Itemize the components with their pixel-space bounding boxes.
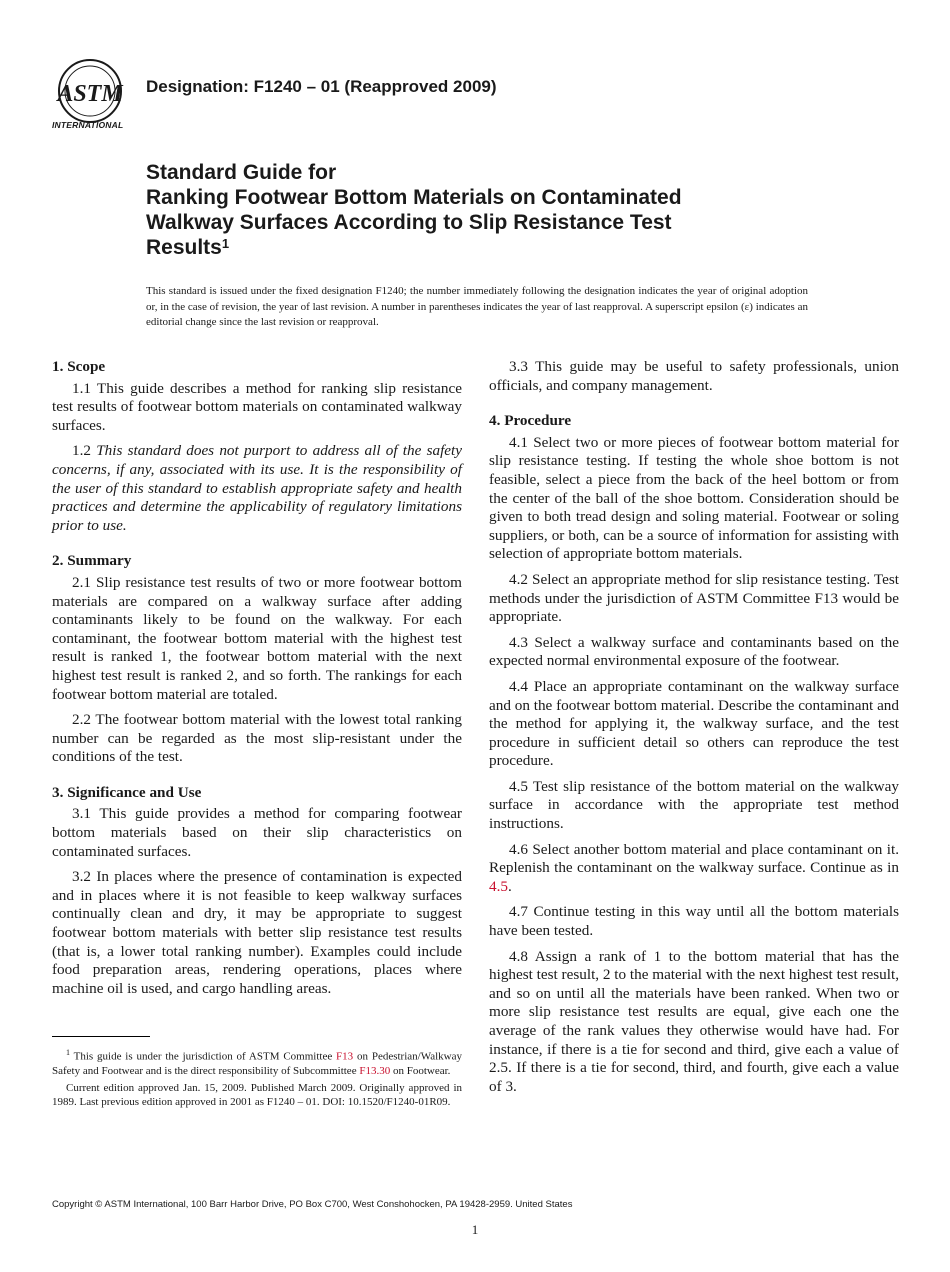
footnote-1: $^1$ This guide is under the jurisdiction of ASTM Committee F13 on Pedestrian/Walkway Safety and Footwear and is the direct responsibility of Subcommittee F13.30 on Footwear. <box>52 1048 462 1078</box>
section-heading-significance: 3. Significance and Use <box>52 783 202 801</box>
section-heading-summary: 2. Summary <box>52 552 132 570</box>
paragraph-4-4: 4.4 Place an appropriate contaminant on the walkway surface and on the footwear bottom material. Describe the contaminant and the method for applying it, the walkway surface, and the test procedure in sufficient detail so others can reproduce the test procedure. <box>489 677 899 770</box>
title-line-1: Standard Guide for <box>146 161 337 184</box>
paragraph-4-5: 4.5 Test slip resistance of the bottom material on the walkway surface in accordance with the appropriate test method instructions. <box>489 777 899 833</box>
left-column <box>52 358 462 1005</box>
paragraph-2-2: 2.2 The footwear bottom material with the lowest total ranking number can be regarded as the most slip-resistant under the conditions of the test. <box>52 711 462 766</box>
paragraph-4-8: 4.8 Assign a rank of 1 to the bottom material that has the highest test result, 2 to the material with the next highest test result, and so on until all the materials have been ranked. When two or more slip resistance test results are equal, give each one the average of the rank values they otherwise would have had. For instance, if there is a tie for second and third, give each a value of 2.5. If there is a tie for second, third, and fourth, give each a value of 3. <box>489 947 899 1095</box>
link-subcommittee-f13-30[interactable]: F13.30 <box>359 1065 391 1078</box>
paragraph-4-7: 4.7 Continue testing in this way until all the bottom materials have been tested. <box>489 903 899 940</box>
footnote-divider <box>52 1036 150 1037</box>
section-heading-scope: 1. Scope <box>52 358 106 375</box>
footnote-edition: Current edition approved Jan. 15, 2009. Published March 2009. Originally approved in 1989. Last previous edition approved in 2001 as F1240 – 01. DOI: 10.1520/F1240-01R09. <box>52 1081 462 1109</box>
link-section-4-5[interactable]: 4.5 <box>489 877 508 895</box>
paragraph-1-2: 1.2 This standard does not purport to address all of the safety concerns, if any, associated with its use. It is the responsibility of the user of this standard to establish appropriate safety and health practices and determine the applicability of regulatory limitations prior to use. <box>52 442 462 534</box>
paragraph-3-2: 3.2 In places where the presence of contamination is expected and in places where it is not feasible to keep walkway surfaces continually clean and dry, it may be appropriate to suggest footwear bottom materials with better slip resistance test results (that is, a lower total ranking number). Examples could include food preparation areas, rendering operations, places where machine oil is used, and cargo handling areas. <box>52 868 462 997</box>
section-heading-procedure: 4. Procedure <box>489 412 572 430</box>
title-line-4: Results$^1$ <box>146 236 230 259</box>
paragraph-4-2: 4.2 Select an appropriate method for slip resistance testing. Test methods under the jurisdiction of ASTM Committee F13 would be appropriate. <box>489 570 899 626</box>
paragraph-4-1: 4.1 Select two or more pieces of footwear bottom material for slip resistance testing. If testing the whole shoe bottom is not feasible, select a piece from the back of the heel bottom or from the center of the ball of the shoe bottom. Consideration should be given to both tread design and soling material. Footwear or soling suppliers, or both, can be a source of information for assisting with selection of appropriate bottom materials. <box>489 433 899 563</box>
title-line-2: Ranking Footwear Bottom Materials on Contaminated <box>146 186 682 209</box>
title-footnote-mark: 1 <box>221 236 230 251</box>
paragraph-4-3: 4.3 Select a walkway surface and contaminants based on the expected normal environmental exposure of the footwear. <box>489 633 899 670</box>
document-title <box>146 160 846 260</box>
paragraph-3-3: 3.3 This guide may be useful to safety professionals, union officials, and company management. <box>489 358 899 394</box>
astm-logo-subtext: INTERNATIONAL <box>52 120 124 130</box>
issuance-note: This standard is issued under the fixed designation F1240; the number immediately following the designation indicates the year of original adoption or, in the case of revision, the year of last revision. A number in parentheses indicates the year of last reapproval. A superscript epsilon (ε) indicates an editorial change since the last revision or reapproval. <box>146 285 808 328</box>
designation: Designation: F1240 – 01 (Reapproved 2009) <box>146 77 497 96</box>
paragraph-4-6: 4.6 Select another bottom material and place contaminant on it. Replenish the contaminant on the walkway surface. Continue as in 4.5. <box>489 840 899 895</box>
title-line-3: Walkway Surfaces According to Slip Resistance Test <box>146 211 672 234</box>
svg-text:ASTM: ASTM <box>57 81 123 107</box>
paragraph-2-1: 2.1 Slip resistance test results of two or more footwear bottom materials are compared on a walkway surface after adding contaminants likely to be found on the walkway. For each contaminant, the footwear bottom material with the highest test result is ranked 1, the footwear bottom material with the next highest test result is ranked 2, and so forth. The rankings for each footwear bottom material are totaled. <box>52 573 462 703</box>
paragraph-3-1: 3.1 This guide provides a method for comparing footwear bottom materials based on their slip characteristics on contaminated surfaces. <box>52 805 462 860</box>
footnotes <box>52 1046 462 1112</box>
paragraph-1-1: 1.1 This guide describes a method for ranking slip resistance test results of footwear bottom materials on contaminated walkway surfaces. <box>52 379 462 434</box>
right-column <box>489 358 899 1103</box>
link-committee-f13[interactable]: F13 <box>336 1050 354 1063</box>
copyright: Copyright © ASTM International, 100 Barr Harbor Drive, PO Box C700, West Conshohocken, PA 19428-2959. United States <box>52 1199 573 1210</box>
page-number: 1 <box>471 1222 479 1237</box>
